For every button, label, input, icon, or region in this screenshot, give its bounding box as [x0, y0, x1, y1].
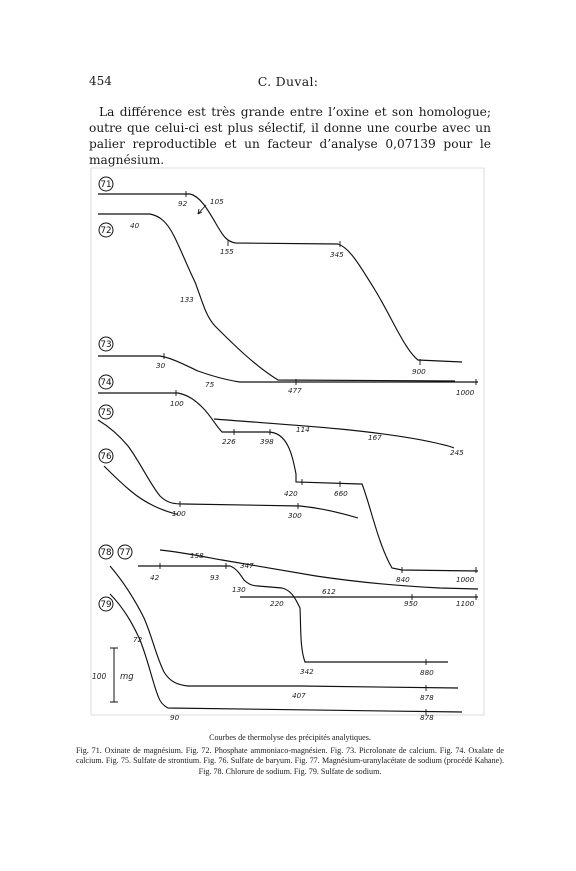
curve-number-76: [99, 449, 113, 463]
temp-label: 93: [210, 573, 220, 582]
arrow-105: [198, 205, 206, 214]
curve-number-77: [118, 545, 132, 559]
page-number: 454: [89, 74, 112, 88]
temp-label: 398: [260, 437, 274, 446]
temp-label: 420: [284, 489, 298, 498]
temp-label: 72: [133, 635, 143, 644]
temp-label: 42: [150, 573, 160, 582]
figure-caption: [76, 733, 504, 777]
temperature-labels: [130, 197, 475, 720]
thermolysis-curves-figure: [89, 165, 489, 720]
temp-label: 158: [190, 551, 204, 560]
temp-label: 345: [330, 250, 344, 259]
svg-text:72: 72: [100, 226, 112, 236]
caption-title: Courbes de thermolyse des précipités analytiques.: [209, 733, 371, 742]
temp-label: 245: [450, 448, 464, 457]
temp-label: 878: [420, 713, 434, 720]
svg-text:78: 78: [100, 548, 112, 558]
scale-bar-value: 100: [92, 672, 107, 681]
svg-text:74: 74: [100, 378, 112, 388]
svg-text:71: 71: [100, 180, 112, 190]
svg-text:76: 76: [100, 452, 112, 462]
curve-number-74: [99, 375, 113, 389]
temp-label: 878: [420, 693, 434, 702]
curve-numbers: [99, 177, 132, 611]
ticks: [160, 191, 476, 715]
curve-number-78: [99, 545, 113, 559]
temp-label: 342: [300, 667, 314, 676]
temp-label: 100: [170, 399, 184, 408]
temp-label: 950: [404, 599, 418, 608]
temp-label: 1000: [456, 575, 475, 584]
temp-label: 92: [178, 199, 188, 208]
curves: [98, 194, 478, 712]
temp-label: 1000: [456, 388, 475, 397]
curve-number-71: [99, 177, 113, 191]
svg-text:79: 79: [100, 600, 112, 610]
temp-label: 90: [170, 713, 180, 720]
temp-label: 300: [288, 511, 302, 520]
temp-label: 167: [368, 433, 382, 442]
curve-75: [98, 420, 358, 518]
temp-label: 1100: [456, 599, 475, 608]
temp-label: 840: [396, 575, 410, 584]
temp-label: 75: [205, 380, 215, 389]
temp-label: 660: [334, 489, 348, 498]
running-head: C. Duval:: [257, 74, 319, 89]
temp-label: 220: [270, 599, 284, 608]
intro-text: La différence est très grande entre l’oxine et son homologue; outre que celui-ci est plus sélectif, il donne une courbe avec un palier reproductible et un facteur d’analyse 0,07139 pour le magnésium.: [89, 105, 491, 167]
curve-78-upper: [160, 550, 478, 589]
curve-number-73: [99, 337, 113, 351]
svg-text:77: 77: [119, 548, 131, 558]
curve-number-79: [99, 597, 113, 611]
curve-78: [110, 566, 458, 688]
scale-bar: [110, 648, 118, 702]
temp-label: 155: [220, 247, 234, 256]
temp-label: 226: [222, 437, 236, 446]
curve-79: [110, 594, 462, 712]
temp-label: 880: [420, 668, 434, 677]
temp-label: 407: [292, 691, 306, 700]
temp-label: 30: [156, 361, 166, 370]
temp-label: 100: [172, 509, 186, 518]
temp-label: 105: [210, 197, 224, 206]
curve-76: [104, 466, 178, 514]
svg-text:73: 73: [100, 340, 112, 350]
intro-paragraph: [89, 104, 491, 168]
temp-label: 612: [322, 587, 336, 596]
temp-label: 477: [288, 386, 302, 395]
curve-74: [98, 393, 478, 571]
scale-bar-unit: mg: [120, 672, 134, 682]
temp-label: 347: [240, 561, 254, 570]
caption-body: Fig. 71. Oxinate de magnésium. Fig. 72. Phosphate ammoniaco-magnésien. Fig. 73. Picrolonate de calcium. Fig. 74. Oxalate de calcium. Fig. 75. Sulfate de strontium. Fig. 76. Sulfate de baryum. Fig. 77. Magnésium-uranylacétate de sodium (procédé Kahane). Fig. 78. Chlorure de sodium. Fig. 79. Sulfate de sodium.: [76, 745, 504, 776]
curve-number-72: [99, 223, 113, 237]
temp-label: 133: [180, 295, 194, 304]
temp-label: 130: [232, 585, 246, 594]
curve-76-tail: [214, 419, 454, 448]
temp-label: 114: [296, 425, 310, 434]
temp-label: 900: [412, 367, 426, 376]
svg-text:75: 75: [100, 408, 112, 418]
temp-label: 40: [130, 221, 140, 230]
curve-71: [98, 194, 462, 362]
curve-number-75: [99, 405, 113, 419]
